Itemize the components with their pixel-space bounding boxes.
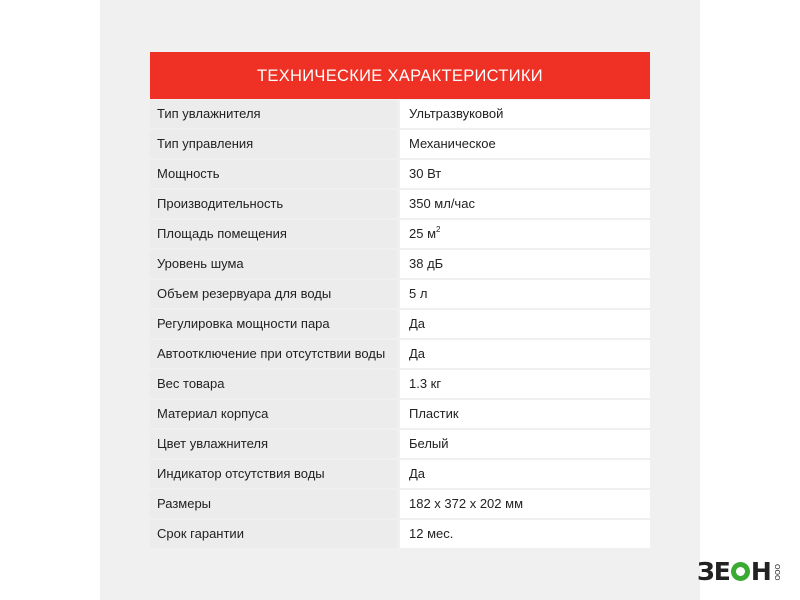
spec-key: Размеры [150,490,397,518]
spec-value-text: 5 л [409,286,428,301]
spec-value-text: 38 дБ [409,256,444,271]
spec-value [400,220,650,248]
spec-value [400,130,650,158]
spec-value-text: 1.3 кг [409,376,442,391]
spec-row [150,370,650,400]
logo-subtext: ООО [772,563,781,581]
spec-value-text: Механическое [409,136,496,151]
spec-key: Материал корпуса [150,400,397,428]
spec-row [150,310,650,340]
spec-row [150,490,650,520]
spec-value [400,520,650,548]
spec-row [150,280,650,310]
logo-o-mark [731,562,750,581]
spec-value [400,400,650,428]
zeon-logo [697,558,781,586]
spec-key: Площадь помещения [150,220,397,248]
spec-key: Регулировка мощности пара [150,310,397,338]
spec-value-text: Белый [409,436,449,451]
spec-value [400,460,650,488]
logo-text-part2: Н [750,557,771,586]
spec-key: Мощность [150,160,397,188]
spec-key: Автоотключение при отсутствии воды [150,340,397,368]
spec-row [150,130,650,160]
spec-value-text: 350 мл/час [409,196,475,211]
logo-wordmark [697,558,771,586]
spec-key: Уровень шума [150,250,397,278]
spec-row [150,160,650,190]
spec-value-text: 30 Вт [409,166,442,181]
spec-row [150,220,650,250]
spec-key: Срок гарантии [150,520,397,548]
spec-value-text: 12 мес. [409,526,454,541]
spec-row [150,100,650,130]
spec-value [400,190,650,218]
spec-key: Объем резервуара для воды [150,280,397,308]
spec-value-text: Ультразвуковой [409,106,504,121]
spec-value [400,160,650,188]
spec-value-text: Да [409,466,426,481]
spec-value-text: Пластик [409,406,459,421]
spec-value-text: Да [409,316,426,331]
spec-row [150,520,650,550]
spec-row [150,340,650,370]
spec-value [400,100,650,128]
spec-value-text: Да [409,346,426,361]
spec-value [400,430,650,458]
spec-value [400,340,650,368]
spec-value [400,310,650,338]
spec-rows [150,100,650,550]
spec-key: Тип управления [150,130,397,158]
superscript: 2 [436,225,441,234]
spec-key: Тип увлажнителя [150,100,397,128]
spec-table-title: ТЕХНИЧЕСКИЕ ХАРАКТЕРИСТИКИ [150,52,650,99]
spec-value [400,250,650,278]
spec-value [400,490,650,518]
spec-value-text: 182 x 372 x 202 мм [409,496,524,511]
spec-key: Производительность [150,190,397,218]
spec-row [150,430,650,460]
spec-key: Цвет увлажнителя [150,430,397,458]
spec-row [150,400,650,430]
spec-key: Индикатор отсутствия воды [150,460,397,488]
logo-text-part1: ЗЕ [697,557,730,586]
spec-table [150,52,650,550]
spec-row [150,190,650,220]
spec-row [150,250,650,280]
spec-row [150,460,650,490]
spec-key: Вес товара [150,370,397,398]
spec-value [400,280,650,308]
spec-value [400,370,650,398]
spec-value-text: 25 м [409,226,437,241]
